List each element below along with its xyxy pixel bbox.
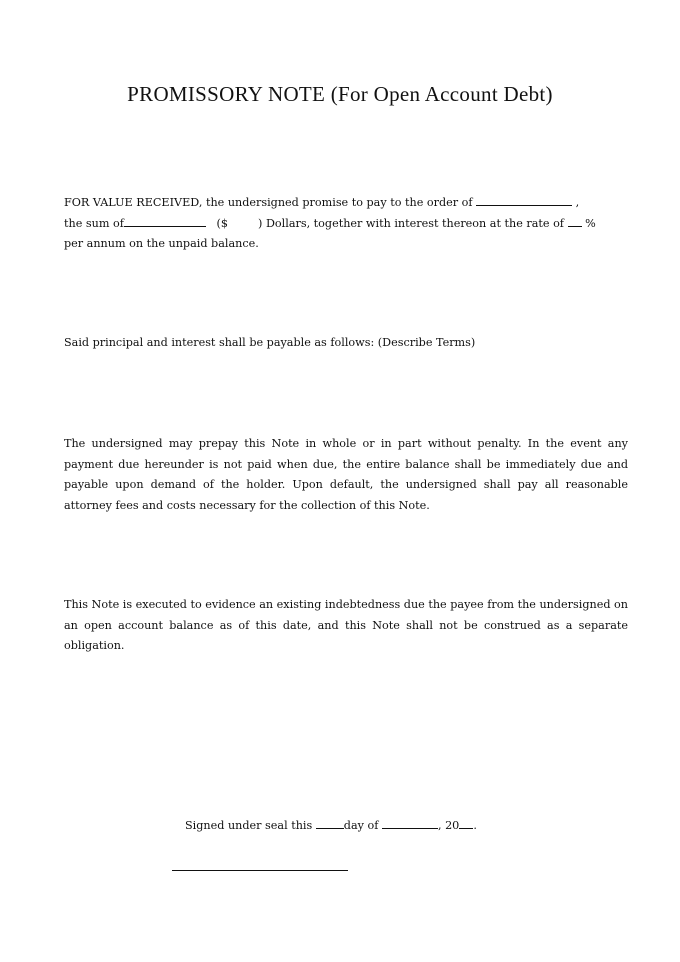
sum-words-blank[interactable]: [124, 216, 206, 227]
p1-sum-label: the sum of: [64, 216, 124, 230]
paragraph-prepayment: The undersigned may prepay this Note in whole or in part without penalty. In the event any payment due hereunder is not paid when due, the entire balance shall be immediately due and payable upon demand of the holder. Upon default, the undersigned shall pay all reasonable attorney fees and costs necessary for the collection of this Note.: [64, 437, 628, 512]
p1-per-annum: per annum on the unpaid balance.: [64, 237, 259, 250]
signed-under-seal-line: [185, 816, 477, 836]
paragraph-value-received: [58, 193, 628, 255]
p1-dollar-open: ($: [216, 216, 229, 230]
day-blank[interactable]: [316, 818, 344, 829]
signature-line[interactable]: [172, 870, 348, 871]
year-blank[interactable]: [459, 818, 473, 829]
month-blank[interactable]: [382, 818, 438, 829]
document-title: PROMISSORY NOTE (For Open Account Debt): [127, 82, 553, 106]
paragraph-payment-terms: Said principal and interest shall be payable as follows: (Describe Terms): [64, 336, 476, 349]
signed-period: .: [473, 819, 477, 832]
payee-blank[interactable]: [476, 195, 572, 206]
year-prefix-text: , 20: [437, 819, 460, 832]
signed-text: Signed under seal this: [185, 819, 313, 832]
p1-percent: %: [585, 216, 596, 230]
day-of-text: day of: [343, 819, 379, 832]
interest-rate-blank[interactable]: [568, 216, 582, 227]
p1-comma: ,: [575, 196, 580, 209]
p1-text-intro: FOR VALUE RECEIVED, the undersigned promise to pay to the order of: [64, 196, 473, 209]
paragraph-open-account: This Note is executed to evidence an existing indebtedness due the payee from the undersigned on an open account balance as of this date, and this Note shall not be construed as a separate obligation.: [64, 598, 628, 652]
p1-interest-text: ) Dollars, together with interest thereon at the rate of: [258, 216, 564, 230]
